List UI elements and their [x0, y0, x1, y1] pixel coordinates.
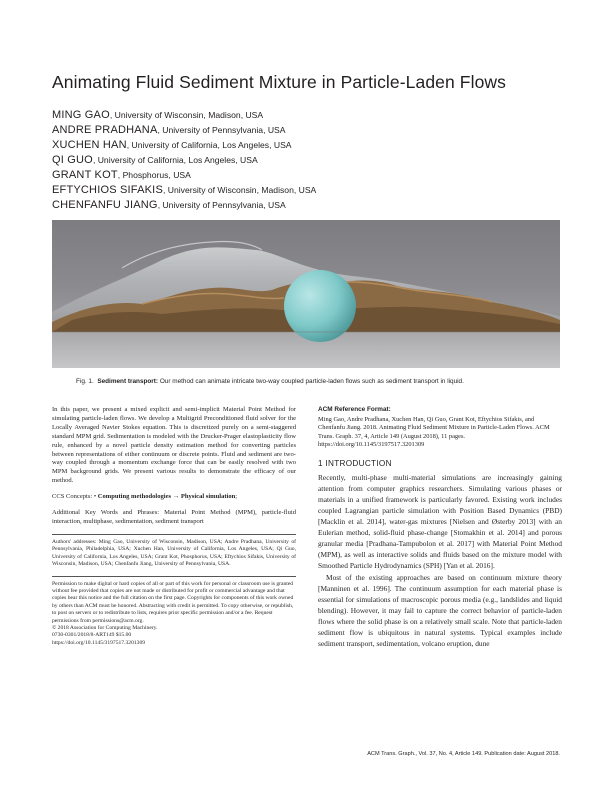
author-affiliation: University of Wisconsin, Madison, USA [114, 110, 264, 120]
teaser-figure-image [52, 220, 560, 368]
introduction-paragraph: Most of the existing approaches are based on continuum mixture theory [Manninen et al. 1996]. The continuum assumption for each material phase is essential for simulations of macroscopic porous media (e.g., landslides and liquid blending). However, it may fail to capture the correct behavior of particle-laden flows where the solid phase is on a relatively small scale. Note that particle-laden sediment flow is ubiquitous in natural systems. Typical examples include sediment transport, sedimentation, volcano eruption, dune [318, 573, 562, 649]
author-name: CHENFANFU JIANG [52, 199, 158, 211]
author-affiliation: University of Pennsylvania, USA [162, 200, 286, 210]
reference-format-heading: ACM Reference Format: [318, 406, 391, 413]
author-name: EFTYCHIOS SIFAKIS [52, 184, 163, 196]
paper-title: Animating Fluid Sediment Mixture in Particle-Laden Flows [52, 72, 506, 92]
author-name: MING GAO [52, 109, 110, 121]
author-affiliation: Phosphorus, USA [122, 170, 191, 180]
author-affiliation: University of Wisconsin, Madison, USA [167, 185, 317, 195]
author-entry: QI GUO, University of California, Los Angeles, USA [52, 154, 258, 166]
author-name: XUCHEN HAN [52, 139, 127, 151]
figure-caption-text: Our method can animate intricate two-way coupled particle-laden flows such as sediment transport in liquid. [159, 378, 464, 385]
page-footer: ACM Trans. Graph., Vol. 37, No. 4, Article 149. Publication date: August 2018. [367, 751, 560, 757]
author-affiliation: University of California, Los Angeles, USA [97, 155, 258, 165]
reference-format-text: Ming Gao, Andre Pradhana, Xuchen Han, Qi Guo, Grant Kot, Eftychios Sifakis, and Chenfanfu Jiang. 2018. Animating Fluid Sediment Mixture in Particle-Laden Flows. ACM Trans. Graph. 37, 4, Article 149 (August 2018), 11 pages. https://doi.org/10.1145/3197517.3201309 [318, 415, 550, 449]
figure-label: Fig. 1. [76, 378, 94, 385]
doi-link[interactable]: https://doi.org/10.1145/3197517.3201309 [52, 639, 146, 646]
ccs-suffix: ; [235, 493, 238, 501]
permission-notice: Permission to make digital or hard copies of all or part of this work for personal or classroom use is granted without fee provided that copies are not made or distributed for profit or commercial advantage and that copies bear this notice and the full citation on the first page. Copyrights for components of this work owned by others than ACM must be honored. Abstracting with credit is permitted. To copy otherwise, or republish, to post on servers or to redistribute to lists, requires prior specific permission and/or a fee. Request permissions from permissions@acm.org. [52, 580, 294, 624]
issn-line: 0730-0301/2018/8-ART149 $15.00 [52, 632, 132, 639]
author-addresses: Authors' addresses: Ming Gao, University of Wisconsin, Madison, USA; Andre Pradhana, University of Pennsylvania, Philadelphia, USA; Xuchen Han, University of California, Los Angeles, USA; Qi Guo, University of California, Los Angeles, USA; Grant Kot, Phosphorus, USA; Eftychios Sifakis, University of Wisconsin, Madison, USA; Chenfanfu Jiang, University of Pennsylvania, USA. [52, 538, 296, 568]
figure-caption-bold: Sediment transport: [97, 378, 159, 385]
author-affiliation: University of California, Los Angeles, USA [131, 140, 292, 150]
figure-caption [76, 378, 556, 385]
author-affiliation: University of Pennsylvania, USA [162, 125, 286, 135]
right-column [318, 406, 562, 650]
author-entry: GRANT KOT, Phosphorus, USA [52, 169, 191, 181]
author-name: ANDRE PRADHANA [52, 124, 158, 136]
introduction-heading: 1 INTRODUCTION [318, 458, 392, 468]
author-entry: MING GAO, University of Wisconsin, Madison, USA [52, 109, 264, 121]
abstract: In this paper, we present a mixed explicit and semi-implicit Material Point Method for simulating particle-laden flows. We develop a Multigrid Preconditioned fluid solver for the Locally Averaged Navier Stokes equation. This is discretized purely on a semi-staggered standard MPM grid. Sedimentation is modeled with the Drucker-Prager elastoplasticity flow rule, enhanced by a novel particle density estimation method for converting particles between representations of either continuum or discrete points. Fluid and sediment are two-way coupled through a momentum exchange force that can be easily resolved with two MPM background grids. We present various results to demonstrate the efficacy of our method. [52, 406, 296, 485]
author-name: GRANT KOT [52, 169, 118, 181]
left-column [52, 406, 296, 647]
keywords: Additional Key Words and Phrases: Material Point Method (MPM), particle-fluid interaction, multiphase, sedimentation, sediment transport [52, 509, 296, 525]
author-entry: XUCHEN HAN, University of California, Los Angeles, USA [52, 139, 292, 151]
author-list [52, 108, 572, 213]
ccs-concept: Computing methodologies → Physical simulation [97, 493, 236, 501]
author-entry: CHENFANFU JIANG, University of Pennsylvania, USA [52, 199, 286, 211]
introduction-paragraph: Recently, multi-phase multi-material simulations are increasingly gaining attention from computer graphics researchers. Simulating various phases or materials in a unified framework is particularly favored. Existing work includes coupled Lagrangian particle simulation with Position Based Dynamics (PBD) [Macklin et al. 2014], water-gas mixtures [Nielsen and Østerby 2013] with an Eulerian method, solid-fluid phase-change [Stomakhin et al. 2014] and porous granular media [Pradhana-Tampubolon et al. 2017] with Material Point Method (MPM), as well as interactive solids and fluids based on the mixture model with Smoothed Particle Hydrodynamics (SPH) [Yan et al. 2016]. [318, 473, 562, 571]
author-entry: ANDRE PRADHANA, University of Pennsylvania, USA [52, 124, 286, 136]
ccs-prefix: CCS Concepts: • [52, 493, 97, 501]
ccs-concepts [52, 493, 296, 502]
divider [52, 534, 296, 535]
author-entry: EFTYCHIOS SIFAKIS, University of Wisconsin, Madison, USA [52, 184, 317, 196]
author-name: QI GUO [52, 154, 93, 166]
divider [52, 576, 296, 577]
sediment-render-illustration [52, 220, 560, 368]
copyright-line: © 2018 Association for Computing Machinery. [52, 624, 158, 631]
